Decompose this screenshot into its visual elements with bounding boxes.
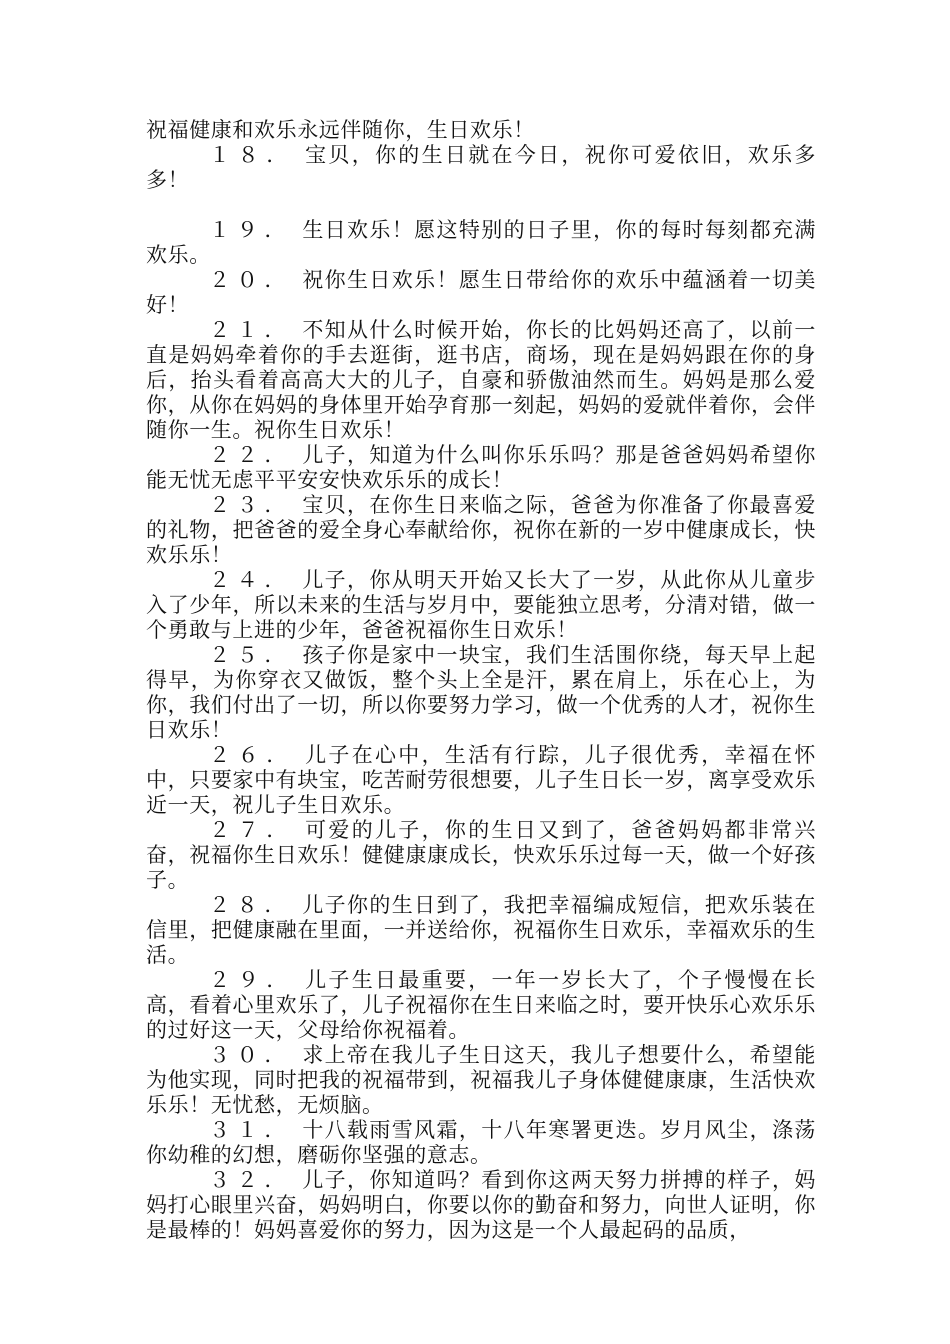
- paragraph-text: 求上帝在我儿子生日这天，我儿子想要什么，希望能为他实现，同时把我的祝福带到，祝福我儿子身体健健康康，生活快欢乐乐！无忧愁，无烦脑。: [146, 1043, 816, 1117]
- paragraph-text: 祝福健康和欢乐永远伴随你，生日欢乐！: [146, 118, 535, 142]
- paragraph-24: [146, 568, 816, 643]
- paragraph-28: [146, 893, 816, 968]
- paragraph-22: [146, 443, 816, 493]
- paragraph-number: ２７．: [209, 818, 296, 842]
- paragraph-number: ３０．: [209, 1043, 293, 1067]
- paragraph-number: １９．: [209, 218, 293, 242]
- paragraph-25: [146, 643, 816, 743]
- paragraph-text: 儿子，知道为什么叫你乐乐吗？那是爸爸妈妈希望你能无忧无虑平平安安快欢乐乐的成长！: [146, 443, 816, 492]
- paragraph-text: 儿子你的生日到了，我把幸福编成短信，把欢乐装在信里，把健康融在里面，一并送给你，祝福你生日欢乐，幸福欢乐的生活。: [146, 893, 816, 967]
- paragraph-number: ２３．: [209, 493, 293, 517]
- paragraph-number: ２０．: [209, 268, 293, 292]
- paragraph-text: 儿子，你知道吗？看到你这两天努力拼搏的样子，妈妈打心眼里兴奋，妈妈明白，你要以你的勤奋和努力，向世人证明，你是最棒的！妈妈喜爱你的努力，因为这是一个人最起码的品质，: [146, 1168, 816, 1242]
- paragraph-text: 祝你生日欢乐！愿生日带给你的欢乐中蕴涵着一切美好！: [146, 268, 816, 317]
- paragraph-number: ２９．: [209, 968, 296, 992]
- paragraph-text: 儿子生日最重要，一年一岁长大了，个子慢慢在长高，看着心里欢乐了，儿子祝福你在生日来临之时，要开快乐心欢乐乐的过好这一天，父母给你祝福着。: [146, 968, 817, 1042]
- paragraph-text: 孩子你是家中一块宝，我们生活围你绕，每天早上起得早，为你穿衣又做饭，整个头上全是汗，累在肩上，乐在心上，为你，我们付出了一切，所以你要努力学习，做一个优秀的人才，祝你生日欢乐！: [146, 643, 816, 742]
- paragraph-number: ２２．: [209, 443, 293, 467]
- paragraph-text: 宝贝，你的生日就在今日，祝你可爱依旧，欢乐多多！: [146, 143, 817, 192]
- paragraph-continuation: [146, 118, 816, 143]
- paragraph-text: 生日欢乐！愿这特别的日子里，你的每时每刻都充满欢乐。: [146, 218, 816, 267]
- paragraph-21: [146, 318, 816, 443]
- paragraph-23: [146, 493, 816, 568]
- paragraph-text: 儿子，你从明天开始又长大了一岁，从此你从儿童步入了少年，所以未来的生活与岁月中，要能独立思考，分清对错，做一个勇敢与上进的少年，爸爸祝福你生日欢乐！: [146, 568, 816, 642]
- paragraph-30: [146, 1043, 816, 1118]
- paragraph-number: ２６．: [209, 743, 296, 767]
- paragraph-text: 不知从什么时候开始，你长的比妈妈还高了，以前一直是妈妈牵着你的手去逛街，逛书店，商场，现在是妈妈跟在你的身后，抬头看着高高大大的儿子，自豪和骄傲油然而生。妈妈是那么爱你，从你在妈妈的身体里开始孕育那一刻起，妈妈的爱就伴着你，会伴随你一生。祝你生日欢乐！: [146, 318, 816, 442]
- paragraph-29: [146, 968, 816, 1043]
- paragraph-number: ３２．: [209, 1168, 293, 1192]
- paragraph-number: ２８．: [209, 893, 293, 917]
- paragraph-text: 可爱的儿子，你的生日又到了，爸爸妈妈都非常兴奋，祝福你生日欢乐！健健康康成长，快欢乐乐过每一天，做一个好孩子。: [146, 818, 817, 892]
- paragraph-text: 儿子在心中，生活有行踪，儿子很优秀，幸福在怀中，只要家中有块宝，吃苦耐劳很想要，儿子生日长一岁，离享受欢乐近一天，祝儿子生日欢乐。: [146, 743, 817, 817]
- paragraph-number: ２１．: [209, 318, 293, 342]
- document-body: [146, 118, 816, 1243]
- paragraph-text: 十八载雨雪风霜，十八年寒署更迭。岁月风尘，涤荡你幼稚的幻想，磨砺你坚强的意志。: [146, 1118, 816, 1167]
- paragraph-18: [146, 143, 816, 193]
- paragraph-number: １８．: [209, 143, 296, 167]
- paragraph-32: [146, 1168, 816, 1243]
- paragraph-text: 宝贝，在你生日来临之际，爸爸为你准备了你最喜爱的礼物，把爸爸的爱全身心奉献给你，祝你在新的一岁中健康成长，快欢乐乐！: [146, 493, 816, 567]
- paragraph-26: [146, 743, 816, 818]
- paragraph-number: ３１．: [209, 1118, 293, 1142]
- paragraph-number: ２４．: [209, 568, 293, 592]
- paragraph-20: [146, 268, 816, 318]
- paragraph-19: [146, 218, 816, 268]
- paragraph-31: [146, 1118, 816, 1168]
- paragraph-number: ２５．: [209, 643, 293, 667]
- paragraph-27: [146, 818, 816, 893]
